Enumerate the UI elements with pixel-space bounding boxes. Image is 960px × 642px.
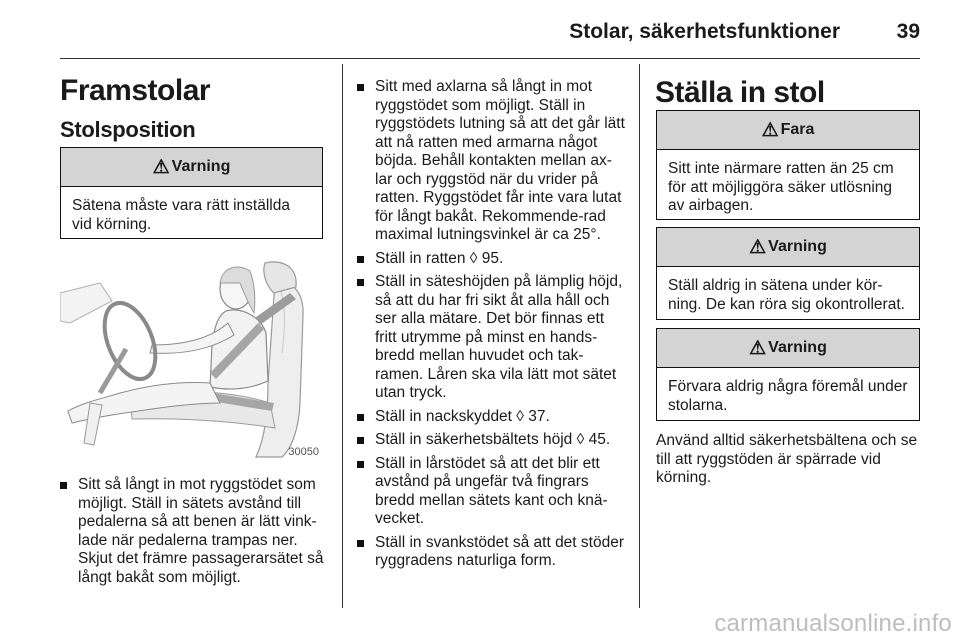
section-heading-adjust: Ställa in stol bbox=[655, 76, 825, 109]
danger-text: Sitt inte närmare ratten än 25 cm för att möjliggöra säker utlösning av airbagen. bbox=[668, 160, 894, 214]
warning-box-seat bbox=[60, 147, 323, 239]
body-paragraph: Använd alltid säkerhetsbältena och se till att ryggstöden är spärrade vid körning. bbox=[656, 432, 918, 486]
chapter-title: Stolar, säkerhetsfunktioner bbox=[569, 20, 840, 43]
warning-box-header bbox=[61, 148, 322, 187]
warning-box-storage bbox=[656, 328, 920, 421]
danger-box bbox=[656, 110, 920, 220]
warning-box-adjust bbox=[656, 227, 920, 320]
list-item: Sitt så långt in mot ryggstödet som möjligt. Ställ in sätets avstånd till pedalerna så att benen är lätt vink-lade när pedalerna trampas ner. Skjut det främre passagerarsätet så långt bakåt som möjligt. bbox=[60, 476, 325, 587]
figure-number: 30050 bbox=[288, 446, 319, 458]
warning-title: Varning bbox=[768, 238, 827, 255]
list-item: Ställ in svankstödet så att det stöder ryggradens naturliga form. bbox=[357, 534, 625, 571]
warning-text: Ställ aldrig in sätena under kör-ning. De kan röra sig okontrollerat. bbox=[668, 277, 905, 313]
warning-box-header bbox=[657, 329, 919, 368]
warning-box-header bbox=[657, 228, 919, 267]
bullet-list-col2 bbox=[357, 78, 625, 576]
list-item: Ställ in ratten ◊ 95. bbox=[357, 250, 625, 269]
bullet-list-col1 bbox=[60, 476, 325, 592]
danger-title: Fara bbox=[780, 121, 815, 138]
warning-text: Sätena måste vara rätt inställda vid körning. bbox=[72, 197, 290, 233]
header-divider bbox=[60, 58, 920, 59]
watermark: carmanualsonline.info bbox=[714, 610, 952, 637]
column-divider-2 bbox=[639, 64, 640, 608]
warning-title: Varning bbox=[768, 339, 827, 356]
page-number: 39 bbox=[896, 20, 920, 43]
list-item: Ställ in nackskyddet ◊ 37. bbox=[357, 408, 625, 427]
seat-figure-svg bbox=[60, 253, 323, 460]
list-item: Sitt med axlarna så långt in mot ryggstödet som möjligt. Ställ in ryggstödets lutning så att det går lätt att nå ratten med armarna något böjda. Behåll kontakten mellan ax-lar och ryggstöd när du vrider på ratten. Ryggstödet får inte vara lutat för långt bakåt. Rekommende-rad maximal lutningsvinkel är ca 25°. bbox=[357, 78, 625, 245]
column-divider-1 bbox=[342, 64, 343, 608]
list-item: Ställ in säkerhetsbältets höjd ◊ 45. bbox=[357, 431, 625, 450]
subsection-heading: Stolsposition bbox=[60, 117, 196, 142]
warning-text: Förvara aldrig några föremål under stolarna. bbox=[668, 378, 908, 414]
page-header bbox=[60, 14, 920, 46]
warning-triangle-icon: ⚠ bbox=[761, 119, 779, 141]
section-heading: Framstolar bbox=[60, 74, 211, 107]
warning-triangle-icon: ⚠ bbox=[749, 337, 767, 359]
list-item: Ställ in lårstödet så att det blir ett avstånd på ungefär två fingrars bredd mellan sätets kant och knä-vecket. bbox=[357, 455, 625, 529]
driver-seat-position-illustration bbox=[60, 253, 323, 460]
warning-title: Varning bbox=[171, 158, 231, 175]
danger-box-header bbox=[657, 111, 919, 150]
list-item: Ställ in säteshöjden på lämplig höjd, så att du har fri sikt åt alla håll och ser alla mätare. Det bör finnas ett fritt utrymme på minst en hands-bredd mellan huvudet och tak-ramen. Låren ska vila lätt mot sätet utan tryck. bbox=[357, 273, 625, 403]
warning-triangle-icon: ⚠ bbox=[152, 156, 170, 178]
warning-triangle-icon: ⚠ bbox=[749, 236, 767, 258]
